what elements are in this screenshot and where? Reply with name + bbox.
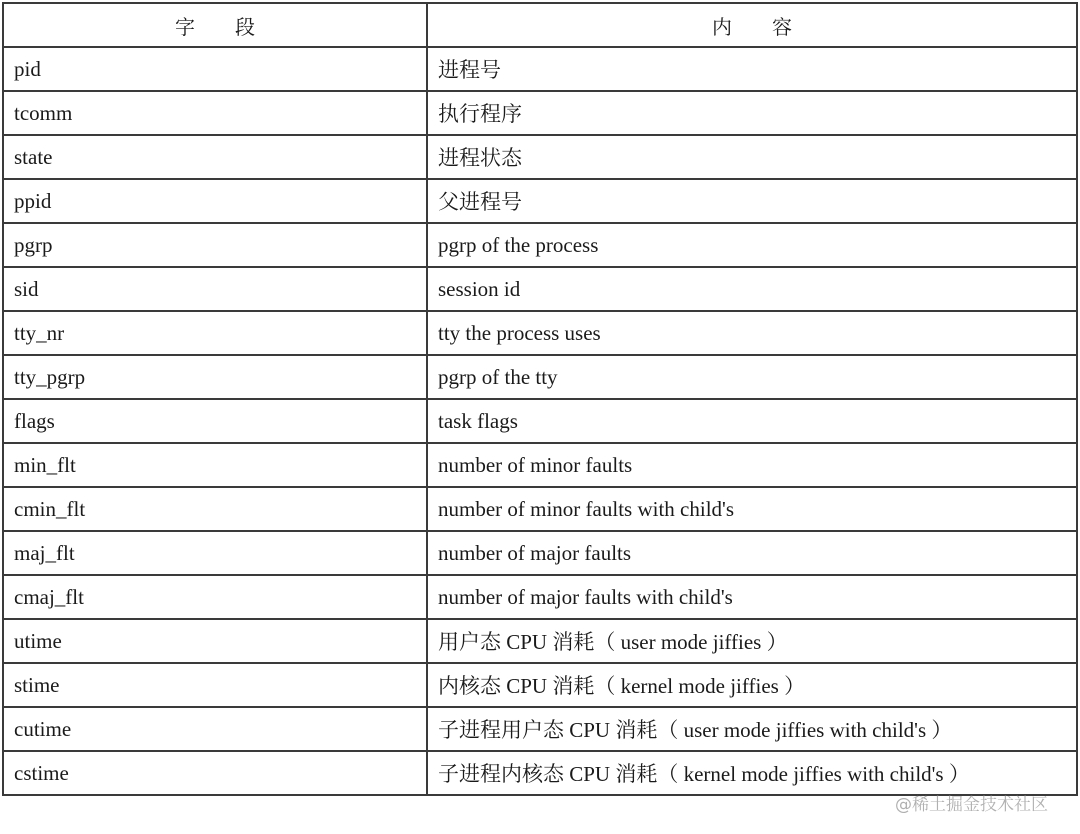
cell-content: pgrp of the tty	[427, 355, 1077, 399]
cell-content: number of major faults	[427, 531, 1077, 575]
table-row	[3, 443, 1077, 487]
table-header-row	[3, 3, 1077, 47]
header-field: 字 段	[3, 3, 427, 47]
table-row	[3, 135, 1077, 179]
cell-field: min_flt	[3, 443, 427, 487]
cell-field: stime	[3, 663, 427, 707]
cell-content: 内核态 CPU 消耗（ kernel mode jiffies ）	[427, 663, 1077, 707]
cell-content: 执行程序	[427, 91, 1077, 135]
cell-field: ppid	[3, 179, 427, 223]
cell-content: session id	[427, 267, 1077, 311]
table-row	[3, 399, 1077, 443]
cell-field: utime	[3, 619, 427, 663]
cell-content: 用户态 CPU 消耗（ user mode jiffies ）	[427, 619, 1077, 663]
cell-field: pid	[3, 47, 427, 91]
cell-field: flags	[3, 399, 427, 443]
table-row	[3, 487, 1077, 531]
cell-content: 父进程号	[427, 179, 1077, 223]
cell-content: 进程号	[427, 47, 1077, 91]
header-content: 内 容	[427, 3, 1077, 47]
cell-content: pgrp of the process	[427, 223, 1077, 267]
cell-field: tty_pgrp	[3, 355, 427, 399]
cell-field: maj_flt	[3, 531, 427, 575]
table-row	[3, 751, 1077, 795]
table-row	[3, 267, 1077, 311]
table-row	[3, 663, 1077, 707]
cell-field: pgrp	[3, 223, 427, 267]
table-row	[3, 91, 1077, 135]
cell-field: cmin_flt	[3, 487, 427, 531]
table-row	[3, 179, 1077, 223]
cell-content: number of minor faults	[427, 443, 1077, 487]
cell-field: cmaj_flt	[3, 575, 427, 619]
cell-content: tty the process uses	[427, 311, 1077, 355]
table-row	[3, 619, 1077, 663]
cell-content: 子进程内核态 CPU 消耗（ kernel mode jiffies with child's ）	[427, 751, 1077, 795]
cell-field: state	[3, 135, 427, 179]
cell-field: tcomm	[3, 91, 427, 135]
cell-content: 子进程用户态 CPU 消耗（ user mode jiffies with child's ）	[427, 707, 1077, 751]
proc-stat-fields-table	[2, 2, 1078, 796]
cell-content: 进程状态	[427, 135, 1077, 179]
table-row	[3, 223, 1077, 267]
cell-field: cutime	[3, 707, 427, 751]
table-row	[3, 311, 1077, 355]
cell-content: number of minor faults with child's	[427, 487, 1077, 531]
cell-content: task flags	[427, 399, 1077, 443]
cell-field: cstime	[3, 751, 427, 795]
table-row	[3, 47, 1077, 91]
cell-field: sid	[3, 267, 427, 311]
watermark: @稀土掘金技术社区	[895, 795, 1048, 815]
cell-field: tty_nr	[3, 311, 427, 355]
cell-content: number of major faults with child's	[427, 575, 1077, 619]
table-row	[3, 575, 1077, 619]
table-row	[3, 355, 1077, 399]
table-row	[3, 707, 1077, 751]
table-row	[3, 531, 1077, 575]
